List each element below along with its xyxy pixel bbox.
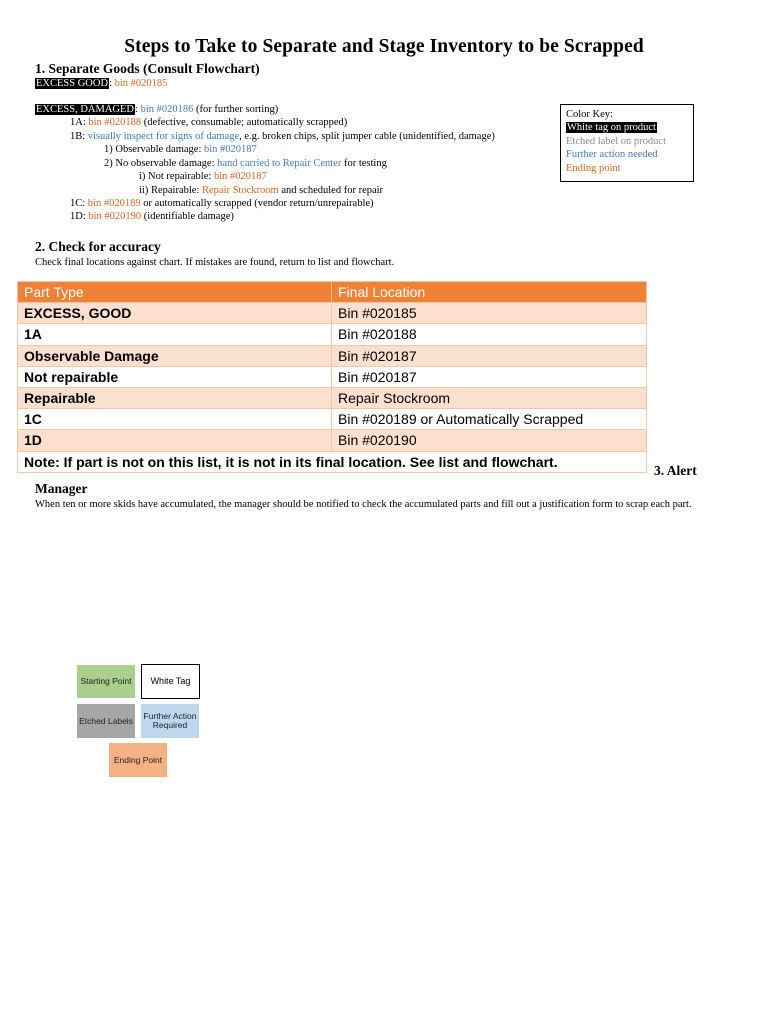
step-1b-2-note: for testing xyxy=(341,158,387,169)
step-1d-bin: bin #020190 xyxy=(88,211,142,222)
color-key-ending: Ending point xyxy=(566,162,621,174)
legend-starting-point: Starting Point xyxy=(77,665,135,698)
step-1c-line xyxy=(70,197,374,210)
step-1b-action: visually inspect for signs of damage xyxy=(87,131,240,142)
step-1b-2-i-line xyxy=(139,170,267,183)
step-1b-prefix: 1B: xyxy=(70,131,88,142)
step-1d-prefix: 1D: xyxy=(70,211,89,222)
excess-good-sep: : xyxy=(109,78,115,89)
table-cell-location: Bin #020190 xyxy=(332,430,647,451)
table-note: Note: If part is not on this list, it is not in its final location. See list and flowchart. xyxy=(18,451,647,472)
table-cell-location: Bin #020185 xyxy=(332,303,647,324)
table-cell-location: Bin #020188 xyxy=(332,324,647,345)
table-header-row xyxy=(18,282,647,303)
step-1a-bin: bin #020188 xyxy=(88,117,142,128)
section2-heading: 2. Check for accuracy xyxy=(35,239,161,254)
table-row xyxy=(18,303,647,324)
document-title: Steps to Take to Separate and Stage Inventory to be Scrapped xyxy=(124,36,644,57)
step-1b-1-prefix: 1) Observable damage: xyxy=(104,144,205,155)
section3-heading-alert: 3. Alert xyxy=(654,463,697,478)
step-1a-note: (defective, consumable; automatically scrapped) xyxy=(141,117,348,128)
table-cell-location: Bin #020187 xyxy=(332,345,647,366)
step-1b-2-ii-note: and scheduled for repair xyxy=(278,185,384,196)
step-1c-prefix: 1C: xyxy=(70,198,88,209)
excess-good-label: EXCESS GOOD xyxy=(36,78,109,89)
section3-text: When ten or more skids have accumulated, the manager should be notified to check the accumulated parts and fill out a justification form to scrap each part. xyxy=(35,499,692,510)
step-1c-note: or automatically scrapped (vendor return/unrepairable) xyxy=(140,198,374,209)
color-key-further: Further action needed xyxy=(566,149,658,161)
excess-damaged-line xyxy=(35,103,278,116)
step-1b-2-line xyxy=(104,157,387,170)
table-row xyxy=(18,366,647,387)
step-1b-2-action: hand carried to Repair Center xyxy=(217,158,342,169)
table-cell-location: Bin #020187 xyxy=(332,366,647,387)
step-1b-2-i-prefix: i) Not repairable: xyxy=(139,171,214,182)
legend-ending-point: Ending Point xyxy=(109,743,167,777)
table-cell-part-type: Repairable xyxy=(18,387,332,408)
legend-etched-labels: Etched Labels xyxy=(77,704,135,738)
section2-text: Check final locations against chart. If mistakes are found, return to list and flowchart. xyxy=(35,257,395,268)
table-cell-part-type: EXCESS, GOOD xyxy=(18,303,332,324)
step-1a-line xyxy=(70,116,347,129)
step-1b-note: , e.g. broken chips, split jumper cable (unidentified, damage) xyxy=(239,131,495,142)
final-location-table xyxy=(17,281,647,473)
legend-further-action: Further Action Required xyxy=(141,704,199,738)
step-1a-prefix: 1A: xyxy=(70,117,89,128)
excess-damaged-sep: : xyxy=(135,104,141,115)
table-header-part-type: Part Type xyxy=(18,282,332,303)
table-cell-location: Repair Stockroom xyxy=(332,387,647,408)
step-1d-line xyxy=(70,210,234,223)
section1-heading: 1. Separate Goods (Consult Flowchart) xyxy=(35,61,260,76)
step-1b-2-ii-prefix: ii) Repairable: xyxy=(139,185,202,196)
color-key-box xyxy=(560,104,694,182)
step-1b-1-line xyxy=(104,143,257,156)
table-row xyxy=(18,324,647,345)
color-key-title: Color Key: xyxy=(566,109,613,120)
table-cell-part-type: 1D xyxy=(18,430,332,451)
step-1b-2-ii-dest: Repair Stockroom xyxy=(201,185,279,196)
table-row xyxy=(18,345,647,366)
table-cell-part-type: 1C xyxy=(18,409,332,430)
table-row xyxy=(18,387,647,408)
table-cell-location: Bin #020189 or Automatically Scrapped xyxy=(332,409,647,430)
table-cell-part-type: 1A xyxy=(18,324,332,345)
step-1c-bin: bin #020189 xyxy=(87,198,141,209)
excess-damaged-bin: bin #020186 xyxy=(140,104,194,115)
step-1d-note: (identifiable damage) xyxy=(141,211,234,222)
step-1b-line xyxy=(70,130,495,143)
excess-good-bin: bin #020185 xyxy=(114,78,168,89)
table-row xyxy=(18,409,647,430)
step-1b-2-i-bin: bin #020187 xyxy=(213,171,267,182)
excess-good-line xyxy=(35,77,167,90)
table-cell-part-type: Not repairable xyxy=(18,366,332,387)
step-1b-2-prefix: 2) No observable damage: xyxy=(104,158,218,169)
step-1b-2-ii-line xyxy=(139,184,383,197)
legend-white-tag: White Tag xyxy=(141,664,200,699)
section3-heading-manager: Manager xyxy=(35,481,88,496)
color-key-etched: Etched label on product xyxy=(566,135,667,147)
step-1b-1-bin: bin #020187 xyxy=(204,144,257,155)
excess-damaged-note: (for further sorting) xyxy=(193,104,279,115)
table-cell-part-type: Observable Damage xyxy=(18,345,332,366)
table-note-row xyxy=(18,451,647,472)
color-key-white-tag: White tag on product xyxy=(567,122,656,134)
table-header-final-location: Final Location xyxy=(332,282,647,303)
table-row xyxy=(18,430,647,451)
excess-damaged-label: EXCESS, DAMAGED xyxy=(36,104,135,115)
